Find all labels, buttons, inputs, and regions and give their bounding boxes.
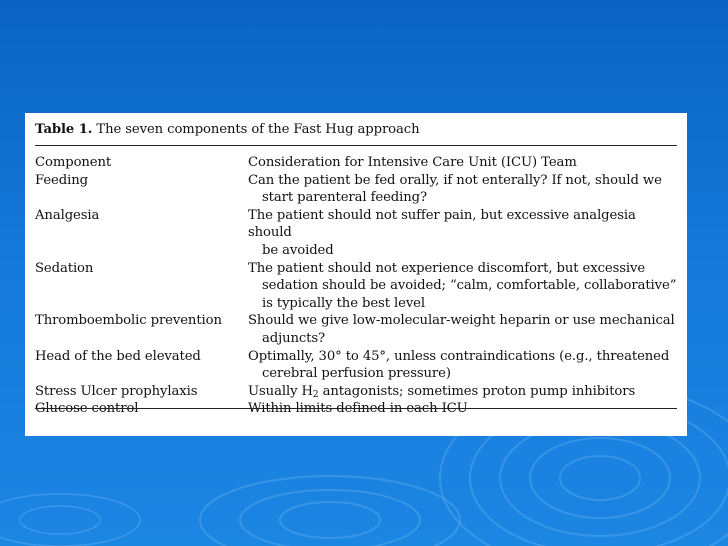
row-consideration xyxy=(248,348,677,383)
row-component: Sedation xyxy=(35,260,94,276)
h2-subscript: 2 xyxy=(312,389,319,400)
consideration-line: start parenteral feeding? xyxy=(262,190,427,206)
fast-hug-table xyxy=(25,113,687,436)
table-row xyxy=(35,260,677,313)
consideration-line: The patient should not suffer pain, but excessive analgesia should xyxy=(248,207,636,241)
table-row xyxy=(35,172,677,207)
consideration-line: adjuncts? xyxy=(262,330,326,346)
consideration-line: Should we give low-molecular-weight heparin or use mechanical xyxy=(248,313,675,329)
table-row xyxy=(35,400,677,418)
row-consideration xyxy=(248,312,677,347)
row-component: Thromboembolic prevention xyxy=(35,313,222,329)
consideration-line: cerebral perfusion pressure) xyxy=(262,366,451,382)
bottom-rule xyxy=(35,408,677,409)
header-row xyxy=(35,154,677,172)
table-row xyxy=(35,207,677,260)
row-component: Stress Ulcer prophylaxis xyxy=(35,383,198,399)
consideration-line: is typically the best level xyxy=(262,295,426,311)
row-component: Glucose control xyxy=(35,401,139,417)
row-component: Head of the bed elevated xyxy=(35,348,201,364)
caption-text: The seven components of the Fast Hug approach xyxy=(92,122,420,137)
consideration-line: The patient should not experience discomfort, but excessive xyxy=(248,260,646,276)
table-row xyxy=(35,383,677,401)
row-consideration xyxy=(248,207,677,260)
consideration-line: Within limits defined in each ICU xyxy=(248,401,468,417)
row-component: Feeding xyxy=(35,172,88,188)
row-consideration xyxy=(248,400,677,418)
row-consideration xyxy=(248,383,677,401)
row-consideration xyxy=(248,172,677,207)
consideration-line: Optimally, 30° to 45°, unless contraindications (e.g., threatened xyxy=(248,348,670,364)
table-caption xyxy=(35,121,677,138)
table-body xyxy=(35,154,677,418)
row-component: Analgesia xyxy=(35,207,100,223)
consideration-line xyxy=(248,383,677,401)
consideration-line: be avoided xyxy=(262,242,334,258)
consideration-line: Can the patient be fed orally, if not enterally? If not, should we xyxy=(248,172,662,188)
table-row xyxy=(35,348,677,383)
caption-label: Table 1. xyxy=(35,122,93,137)
table-row xyxy=(35,312,677,347)
h2-suffix: antagonists; sometimes proton pump inhibitors xyxy=(318,383,636,399)
top-rule xyxy=(35,145,677,146)
header-consideration: Consideration for Intensive Care Unit (ICU) Team xyxy=(248,155,577,170)
row-consideration xyxy=(248,260,677,313)
consideration-line: sedation should be avoided; “calm, comfortable, collaborative” xyxy=(262,278,677,294)
header-component: Component xyxy=(35,155,112,170)
h2-prefix: Usually H xyxy=(248,383,313,399)
